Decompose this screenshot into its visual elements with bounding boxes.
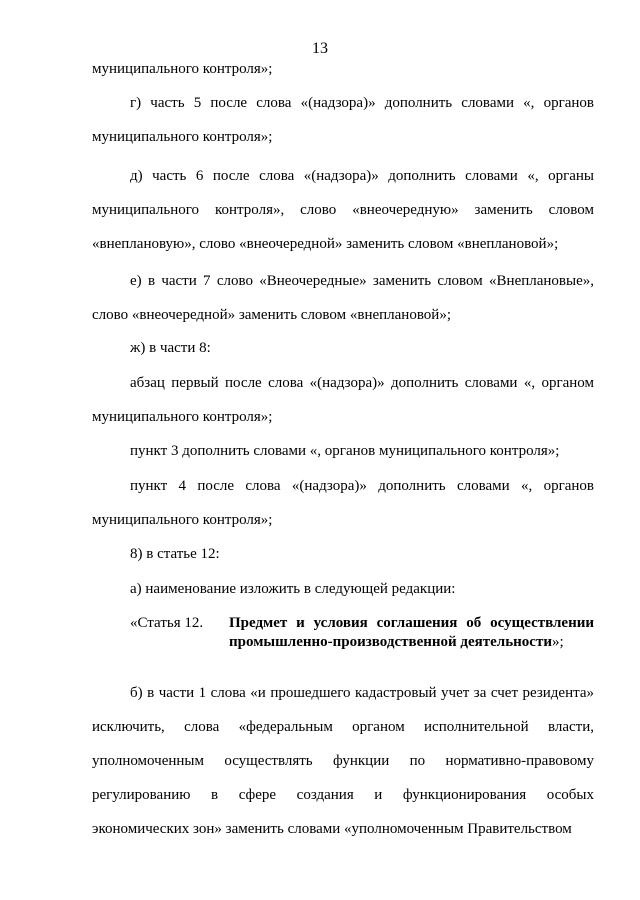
article-title-suffix: »; bbox=[551, 634, 564, 650]
article-number: «Статья 12. bbox=[130, 615, 204, 631]
paragraph-punkt-4: пункт 4 после слова «(надзора)» дополнить словами «, органов муниципального контроля»; bbox=[92, 478, 594, 528]
article-title-text: Предмет и условия соглашения об осуществлении промышленно-производственной деятельности bbox=[229, 615, 594, 650]
paragraph-item-g: г) часть 5 после слова «(надзора)» дополнить словами «, органов муниципального контроля»; bbox=[92, 95, 594, 145]
page-number: 13 bbox=[312, 40, 328, 57]
article-title bbox=[229, 614, 594, 652]
paragraph-item-e: е) в части 7 слово «Внеочередные» заменить словом «Внеплановые», слово «внеочередной» заменить словом «внеплановой»; bbox=[92, 273, 594, 323]
paragraph-abzac: абзац первый после слова «(надзора)» дополнить словами «, органом муниципального контроля»; bbox=[92, 375, 594, 425]
paragraph-item-zh: ж) в части 8: bbox=[130, 340, 211, 356]
paragraph-item-d: д) часть 6 после слова «(надзора)» дополнить словами «, органы муниципального контроля», слово «внеочередную» заменить словом «внеплановую», слово «внеочередной» заменить словом «внеплановой»; bbox=[92, 168, 594, 252]
paragraph-item-b: б) в части 1 слова «и прошедшего кадастровый учет за счет резидента» исключить, слова «федеральным органом исполнительной власти, уполномоченным осуществлять функции по нормативно-правовому регулированию в сфере создания и функционирования особых экономических зон» заменить словами «уполномоченным Правительством bbox=[92, 685, 594, 837]
paragraph-continuation: муниципального контроля»; bbox=[92, 61, 273, 77]
paragraph-item-8: 8) в статье 12: bbox=[130, 546, 220, 562]
paragraph-item-a: а) наименование изложить в следующей редакции: bbox=[130, 581, 456, 597]
paragraph-punkt-3: пункт 3 дополнить словами «, органов муниципального контроля»; bbox=[130, 443, 560, 459]
